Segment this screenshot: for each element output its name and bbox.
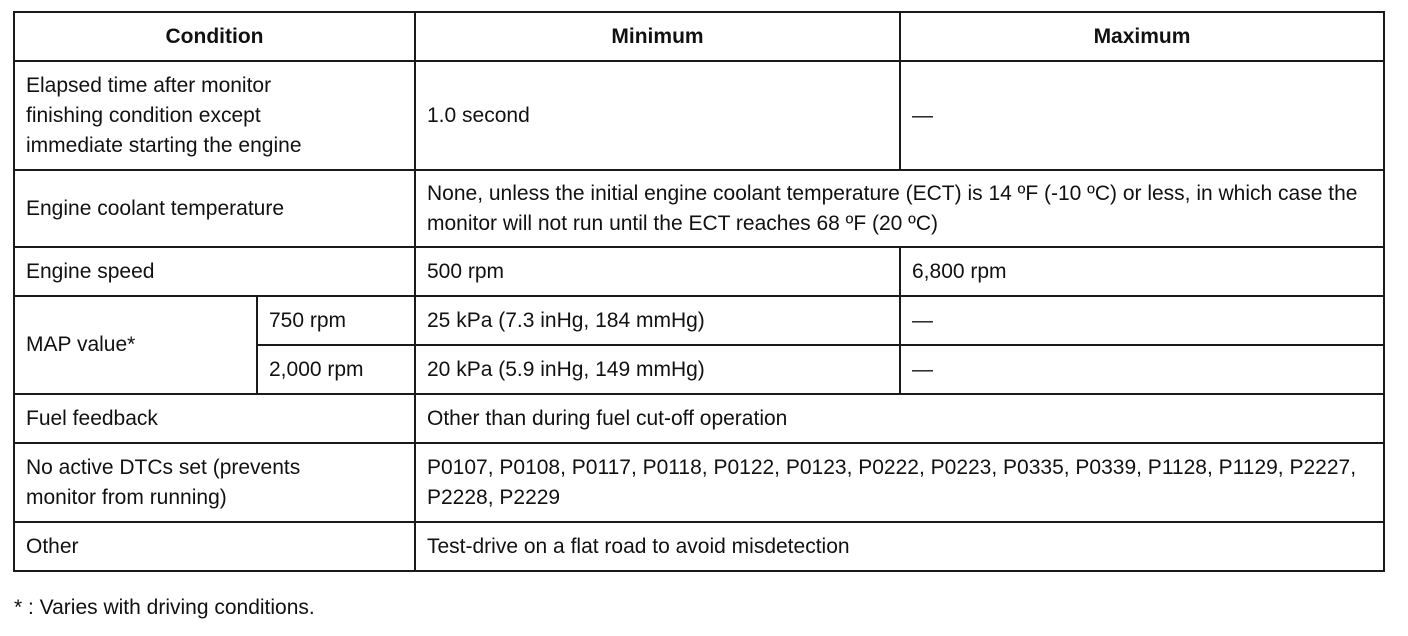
cell-value: Other than during fuel cut-off operation — [415, 394, 1384, 443]
table-row-engine-coolant-temperature — [14, 170, 1384, 247]
table-row-elapsed-time — [14, 61, 1384, 170]
table-row-map-value-750 — [14, 296, 1384, 345]
header-condition: Condition — [14, 12, 415, 61]
condition-text: Elapsed time after monitor finishing condition except immediate starting the engine — [26, 73, 302, 157]
cell-maximum: — — [900, 296, 1384, 345]
cell-value: None, unless the initial engine coolant temperature (ECT) is 14 ºF (-10 ºC) or less, in which case the monitor will not run until the ECT reaches 68 ºF (20 ºC) — [415, 170, 1384, 247]
cell-condition — [14, 443, 415, 522]
cell-condition: MAP value* — [14, 296, 257, 394]
conditions-table-wrapper — [13, 11, 1385, 572]
cell-condition: Engine speed — [14, 247, 415, 296]
cell-maximum: — — [900, 61, 1384, 170]
cell-maximum: — — [900, 345, 1384, 394]
table-row-engine-speed — [14, 247, 1384, 296]
condition-text: No active DTCs set (prevents monitor from running) — [26, 455, 301, 509]
table-header-row — [14, 12, 1384, 61]
cell-value: Test-drive on a flat road to avoid misdetection — [415, 522, 1384, 571]
cell-minimum: 25 kPa (7.3 inHg, 184 mmHg) — [415, 296, 900, 345]
cell-value: P0107, P0108, P0117, P0118, P0122, P0123, P0222, P0223, P0335, P0339, P1128, P1129, P2227, P2228, P2229 — [415, 443, 1384, 522]
monitor-conditions-table — [13, 11, 1385, 572]
cell-minimum: 1.0 second — [415, 61, 900, 170]
cell-condition: Fuel feedback — [14, 394, 415, 443]
cell-condition: Other — [14, 522, 415, 571]
cell-condition — [14, 61, 415, 170]
table-row-other — [14, 522, 1384, 571]
cell-rpm: 750 rpm — [257, 296, 415, 345]
cell-minimum: 500 rpm — [415, 247, 900, 296]
footnote: * : Varies with driving conditions. — [14, 596, 315, 619]
header-minimum: Minimum — [415, 12, 900, 61]
cell-rpm: 2,000 rpm — [257, 345, 415, 394]
cell-maximum: 6,800 rpm — [900, 247, 1384, 296]
table-row-no-active-dtcs — [14, 443, 1384, 522]
table-row-fuel-feedback — [14, 394, 1384, 443]
cell-minimum: 20 kPa (5.9 inHg, 149 mmHg) — [415, 345, 900, 394]
header-maximum: Maximum — [900, 12, 1384, 61]
cell-condition: Engine coolant temperature — [14, 170, 415, 247]
